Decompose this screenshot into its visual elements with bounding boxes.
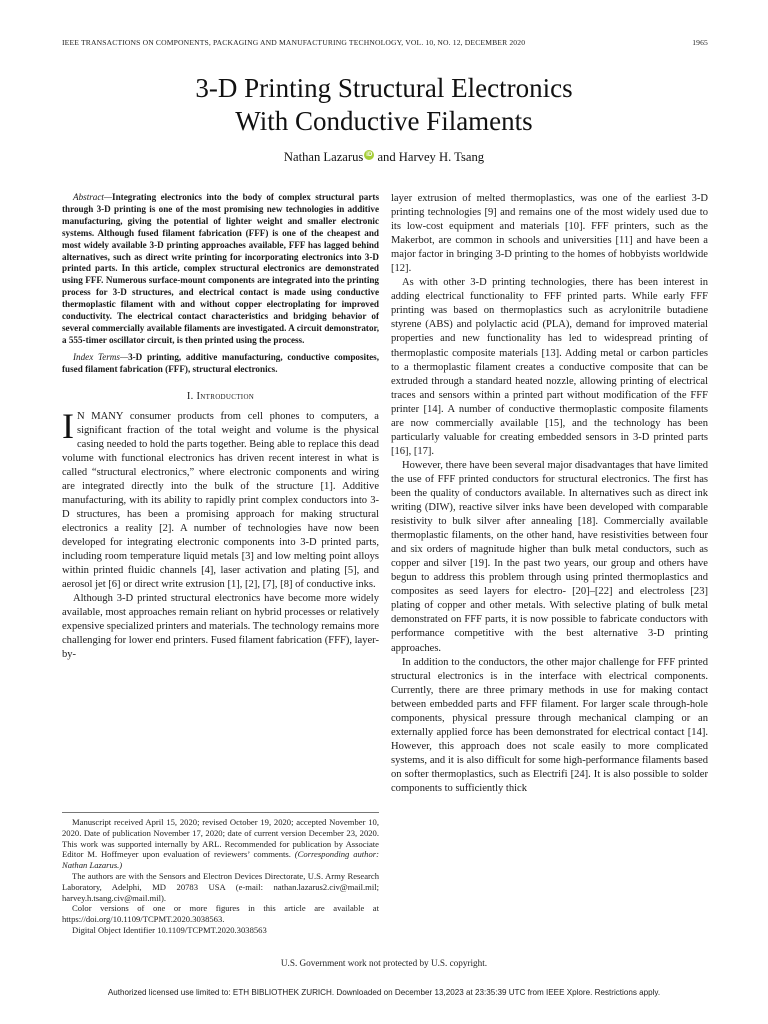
right-paragraph-1: layer extrusion of melted thermoplastics, was one of the earliest 3-D printing technologies [9] and remains one of the most widely used due to its low-cost equipment and materials [10]. FFF printers, such as the Makerbot, are common in schools and universities [11] and have been a major factor in bringing 3-D printing to the homes of hobbyists worldwide [12]. — [391, 193, 708, 275]
right-column — [391, 192, 708, 796]
right-paragraph-4: In addition to the conductors, the other major challenge for FFF printed structural electronics is in the interface with electrical components. Currently, there are three primary methods in use for making contact between embedded parts and FFF filament. For larger scale through-hole components, physical pressure through mechanical clamping or an externally applied force has been demonstrated for electrical contact [14]. However, this approach does not scale easily to more complicated systems, and it is also difficult for some high-performance filaments based on softer thermoplastics, such as Electrifi [24]. It is also possible to solder components to sufficiently thick — [391, 656, 708, 794]
footnotes — [62, 812, 379, 936]
footnote-affiliation: The authors are with the Sensors and Electron Devices Directorate, U.S. Army Research Laboratory, Adelphi, MD 20783 USA (e-mail: nathan.lazarus2.civ@mail.mil; harvey.h.tsang.civ@mail.mil). — [62, 870, 379, 903]
intro-paragraph-2: Although 3-D printed structural electronics have become more widely available, most approaches remain reliant on hybrid processes or relatively expensive specialized printers and materials. The technology remains more challenging for lower end printers. Fused filament fabrication (FFF), layer-by- — [62, 593, 379, 661]
orcid-icon[interactable]: iD — [366, 152, 373, 158]
index-terms — [62, 352, 379, 376]
footnote-manuscript — [62, 817, 379, 871]
footnote-doi: Digital Object Identifier 10.1109/TCPMT.2020.3038563 — [72, 924, 267, 935]
running-head — [62, 38, 708, 47]
footnote-color-versions: Color versions of one or more figures in this article are available at https://doi.org/10.1109/TCPMT.2020.3038563. — [62, 903, 379, 925]
section-numeral: I. — [186, 390, 197, 402]
author-line — [0, 150, 768, 165]
intro-paragraph-1-text: N MANY consumer products from cell phones to computers, a significant fraction of the total weight and volume is the physical casing needed to hold the parts together. Being able to replace this dead volume with functional electronics has driven recent interest in what is called “structural electronics,” where electronic components and wiring are integrated directly into the bulk of the structure [1]. Additive manufacturing, with its ability to rapidly print complex conductors into 3-D structures, has been a promising approach for making structural electronics a reality [2]. A number of technologies have now been developed for integrating electronic components into 3-D printed parts, including room temperature liquid metals [3] and low melting point alloys within printed fluidic channels [4], laser activation and plating [5], and aerosol jet [6] or direct write extrusion [1], [2], [7], [8] of conductive inks. — [62, 410, 379, 591]
abstract — [62, 192, 379, 347]
page-number: 1965 — [692, 38, 708, 47]
right-paragraph-3: However, there have been several major disadvantages that have limited the use of FFF printed conductors for structural electronics. The first has been the quality of conductors available. In alternatives such as direct ink writing (DIW), reactive silver inks have been developed with comparable resistivity to bulk silver after annealing [18]. Commercially available thermoplastic filaments, on the other hand, have resistivities between four and six orders of magnitude higher than bulk metal conductors, such as copper and silver [19]. In the past two years, our group and others have begun to address this problem through using printed thermoplastics and composites as seed layers for electro- [20]–[22] and electroless [23] plating of copper and other metals. With selective plating of bulk metal demonstrated on FFF parts, it is now possible to fabricate conductors with performance competitive with the best alternative 3-D printing approaches. — [391, 459, 708, 654]
index-terms-dash: — — [119, 351, 129, 362]
copyright-notice: U.S. Government work not protected by U.S. copyright. — [280, 958, 488, 968]
paper-title-line-2: With Conductive Filaments — [235, 106, 533, 136]
paper-title — [0, 72, 768, 138]
abstract-label: Abstract — [73, 192, 104, 202]
section-title: Introduction — [196, 390, 255, 402]
abstract-text: Integrating electronics into the body of complex structural parts through 3-D printing is one of the most promising new technologies in additive manufacturing, giving the potential of lighter weight and smaller electronic systems. Although fused filament fabrication (FFF) is one of the cheapest and most widely available 3-D printing approaches available, FFF has lagged behind alternatives, such as direct write printing for incorporating electronics into 3-D printed parts. In this article, complex structural electronics are demonstrated using FFF. Numerous surface-mount components are integrated into the printing process for 3-D structures, and electrical contact is made using conductive thermoplastic filament with and without copper electroplating for improved conductivity. The electrical contact characteristics and bridging behavior of several commercially available filaments are investigated. A circuit demonstrator, a 555-timer oscillator circuit, is then printed using the process. — [62, 192, 379, 345]
author-names-rest: and Harvey H. Tsang — [374, 150, 485, 164]
drop-cap: I — [62, 405, 74, 446]
journal-running-title: IEEE TRANSACTIONS ON COMPONENTS, PACKAGING AND MANUFACTURING TECHNOLOGY, VOL. 10, NO. 12, DECEMBER 2020 — [62, 38, 526, 47]
paper-title-line-1: 3-D Printing Structural Electronics — [195, 73, 573, 103]
footnote-manuscript-text: Manuscript received April 15, 2020; revised October 19, 2020; accepted November 10, 2020. Date of publication November 17, 2020; date of current version December 23, 2020. This work was supported internally by ARL. Recommended for publication by Associate Editor M. Hoffmeyer upon evaluation of reviewers’ comments. — [62, 817, 379, 860]
corresponding-author-note: (Corresponding author: Nathan Lazarus.) — [62, 849, 379, 871]
index-terms-label: Index Terms — [73, 351, 120, 362]
license-banner: Authorized licensed use limited to: ETH BIBLIOTHEK ZURICH. Downloaded on December 13,2023 at 23:35:39 UTC from IEEE Xplore. Restrictions apply. — [107, 988, 661, 997]
index-terms-text: 3-D printing, additive manufacturing, conductive composites, fused filament fabrication (FFF), structural electronics. — [62, 351, 379, 374]
section-heading-introduction — [62, 391, 379, 402]
intro-paragraph-1 — [62, 405, 379, 593]
abstract-dash: — — [103, 192, 113, 202]
left-column — [62, 192, 379, 662]
author-name-first: Nathan Lazarus — [283, 150, 364, 164]
right-paragraph-2: As with other 3-D printing technologies, there has been interest in adding electrical functionality to FFF printed parts. While early FFF printing was based on thermoplastics such as acrylonitrile butadiene styrene (ABS) and polylactic acid (PLA), demand for improved material properties and new functionality has led to widespread printing of thermoplastic composite materials [13]. Adding metal or carbon particles to a thermoplastic filament creates a conductive composite that can be extruded through a standard heated nozzle, allowing printing of electrical traces and sensors within a printed part without modification of the FFF printer [14]. A number of conductive thermoplastic composite filaments are now commercially available [15], and the technology has been particularly valuable for creating embedded sensors in 3-D printed parts [16], [17]. — [391, 277, 708, 457]
